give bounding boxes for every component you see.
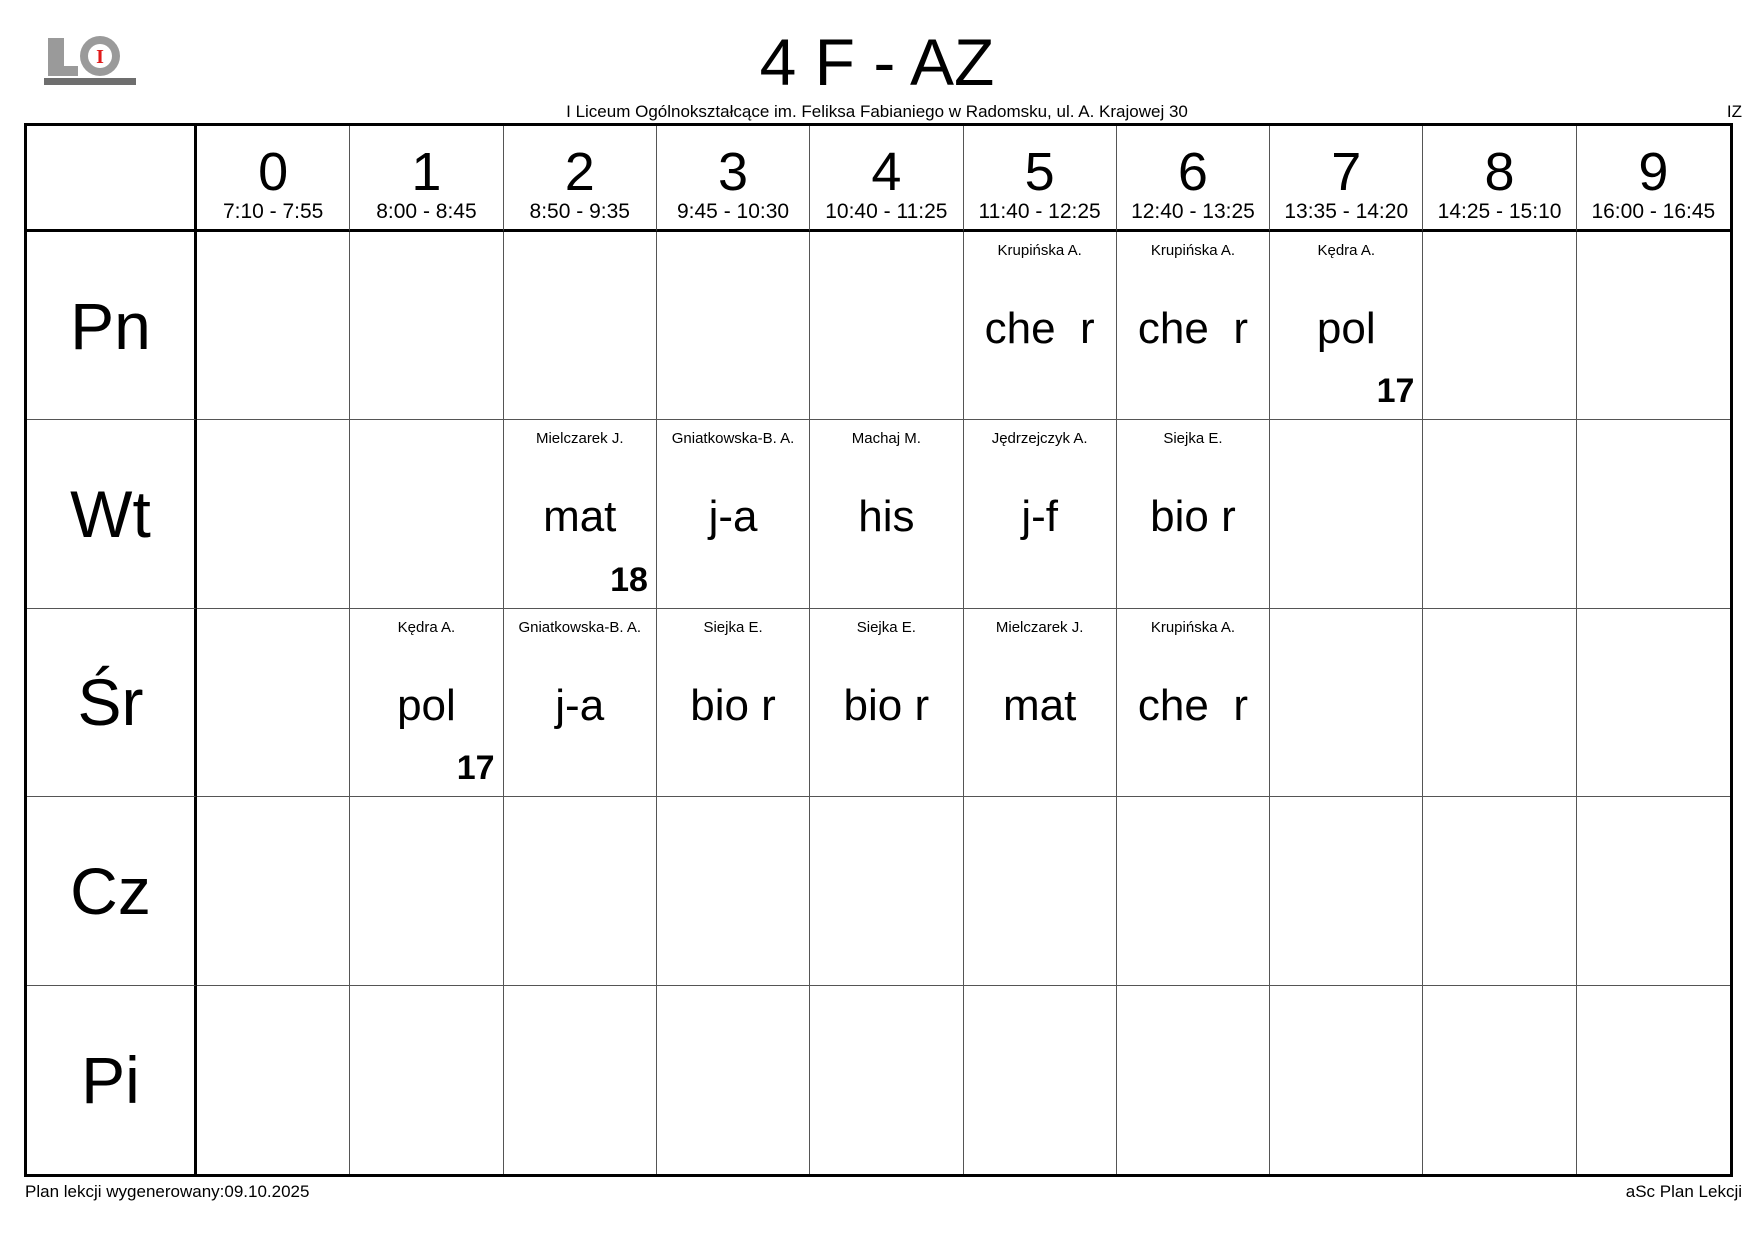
empty-cell [1270,420,1423,608]
period-time: 16:00 - 16:45 [1591,200,1716,223]
empty-cell [350,232,503,420]
lesson-cell [810,420,963,608]
empty-cell [1577,609,1730,797]
lesson-teacher: Kędra A. [1317,242,1376,259]
empty-cell [810,986,963,1174]
empty-cell [1117,986,1270,1174]
lesson-subject: che r [984,304,1095,353]
lesson-teacher: Jędrzejczyk A. [991,430,1088,448]
period-time: 8:50 - 9:35 [529,200,630,223]
period-header [350,126,503,232]
day-label: Cz [27,797,197,985]
lesson-cell [964,609,1117,797]
lesson-cell [810,609,963,797]
period-number: 5 [1024,142,1055,202]
lesson-subject: bio r [690,680,776,730]
lesson-teacher: Kędra A. [397,618,456,636]
lesson-subject: che r [1137,304,1248,353]
lesson-teacher: Krupińska A. [1150,242,1236,259]
empty-cell [1577,420,1730,608]
lesson-subject: pol [397,680,456,730]
empty-cell [1117,797,1270,985]
lesson-cell [1117,232,1270,420]
empty-cell [1270,609,1423,797]
empty-cell [1577,232,1730,420]
empty-cell [657,986,810,1174]
lesson-cell [1117,609,1270,797]
empty-cell [197,232,350,420]
lesson-cell [1117,420,1270,608]
class-code: IZ [1726,102,1742,121]
lesson-teacher: Siejka E. [856,618,916,636]
period-header [1117,126,1270,232]
empty-cell [197,420,350,608]
lesson-teacher: Mielczarek J. [995,618,1084,636]
lesson-subject: his [858,492,915,542]
lesson-teacher: Siejka E. [1163,430,1223,448]
empty-cell [810,232,963,420]
empty-cell [810,797,963,985]
period-time: 9:45 - 10:30 [676,200,790,223]
empty-cell [350,797,503,985]
empty-cell [504,232,657,420]
lesson-cell [1270,232,1423,420]
lesson-teacher: Gniatkowska-B. A. [671,430,795,448]
lesson-subject: che r [1137,680,1248,730]
day-label: Pi [27,986,197,1174]
empty-cell [1270,797,1423,985]
lesson-teacher: Gniatkowska-B. A. [518,618,642,636]
lesson-cell [504,609,657,797]
lesson-teacher: Krupińska A. [1150,618,1236,636]
lesson-teacher: Siejka E. [703,618,763,636]
lesson-subject: j-a [708,492,758,542]
empty-cell [350,420,503,608]
empty-cell [1577,986,1730,1174]
empty-cell [197,986,350,1174]
school-address: I Liceum Ogólnokształcące im. Feliksa Fabianiego w Radomsku, ul. A. Krajowej 30 [566,102,1188,121]
empty-cell [197,609,350,797]
empty-cell [1270,986,1423,1174]
period-number: 0 [258,142,289,202]
period-header [197,126,350,232]
period-header [810,126,963,232]
lesson-teacher: Krupińska A. [997,242,1082,259]
generated-date: Plan lekcji wygenerowany:09.10.2025 [25,1182,310,1201]
lesson-subject: j-f [1021,492,1058,542]
software-name: aSc Plan Lekcji [1625,1182,1742,1201]
period-number: 6 [1177,142,1208,202]
lesson-teacher: Mielczarek J. [535,430,624,448]
period-time: 8:00 - 8:45 [376,200,477,223]
lesson-cell [504,420,657,608]
period-number: 4 [871,142,902,202]
empty-cell [1423,986,1576,1174]
lesson-subject: bio r [843,680,930,730]
corner-cell [27,126,197,232]
period-number: 1 [411,142,442,202]
lesson-room: 17 [1376,372,1415,411]
lesson-cell [964,232,1117,420]
period-time: 13:35 - 14:20 [1284,200,1409,223]
lesson-subject: bio r [1150,492,1236,542]
day-label: Śr [27,609,197,797]
period-header [1577,126,1730,232]
lesson-subject: pol [1316,304,1376,353]
empty-cell [504,986,657,1174]
empty-cell [964,797,1117,985]
svg-text:I: I [96,46,104,68]
empty-cell [350,986,503,1174]
empty-cell [504,797,657,985]
empty-cell [1423,232,1576,420]
day-label: Wt [27,420,197,608]
period-number: 3 [718,142,749,202]
lesson-subject: j-a [555,680,605,730]
period-header [504,126,657,232]
period-header [1270,126,1423,232]
period-time: 12:40 - 13:25 [1131,200,1255,223]
empty-cell [964,986,1117,1174]
empty-cell [1423,420,1576,608]
period-time: 10:40 - 11:25 [825,200,948,223]
lesson-teacher: Machaj M. [851,430,921,448]
period-header [1423,126,1576,232]
empty-cell [1423,797,1576,985]
empty-cell [657,232,810,420]
day-label: Pn [27,232,197,420]
period-number: 8 [1484,142,1515,202]
period-time: 14:25 - 15:10 [1437,200,1562,223]
empty-cell [1423,609,1576,797]
lesson-cell [964,420,1117,608]
lesson-subject: mat [543,492,617,542]
empty-cell [1577,797,1730,985]
period-time: 7:10 - 7:55 [222,200,324,223]
empty-cell [657,797,810,985]
page-title: 4 F - AZ [759,25,995,99]
period-header [964,126,1117,232]
lesson-subject: mat [1002,680,1077,730]
lesson-cell [657,420,810,608]
period-time: 11:40 - 12:25 [978,200,1101,223]
period-number: 2 [564,142,595,202]
period-number: 9 [1638,142,1669,202]
period-number: 7 [1331,142,1362,202]
lesson-cell [350,609,503,797]
lesson-room: 18 [610,560,648,599]
timetable-grid [24,123,1733,1177]
lesson-room: 17 [456,749,495,788]
period-header [657,126,810,232]
empty-cell [197,797,350,985]
lesson-cell [657,609,810,797]
